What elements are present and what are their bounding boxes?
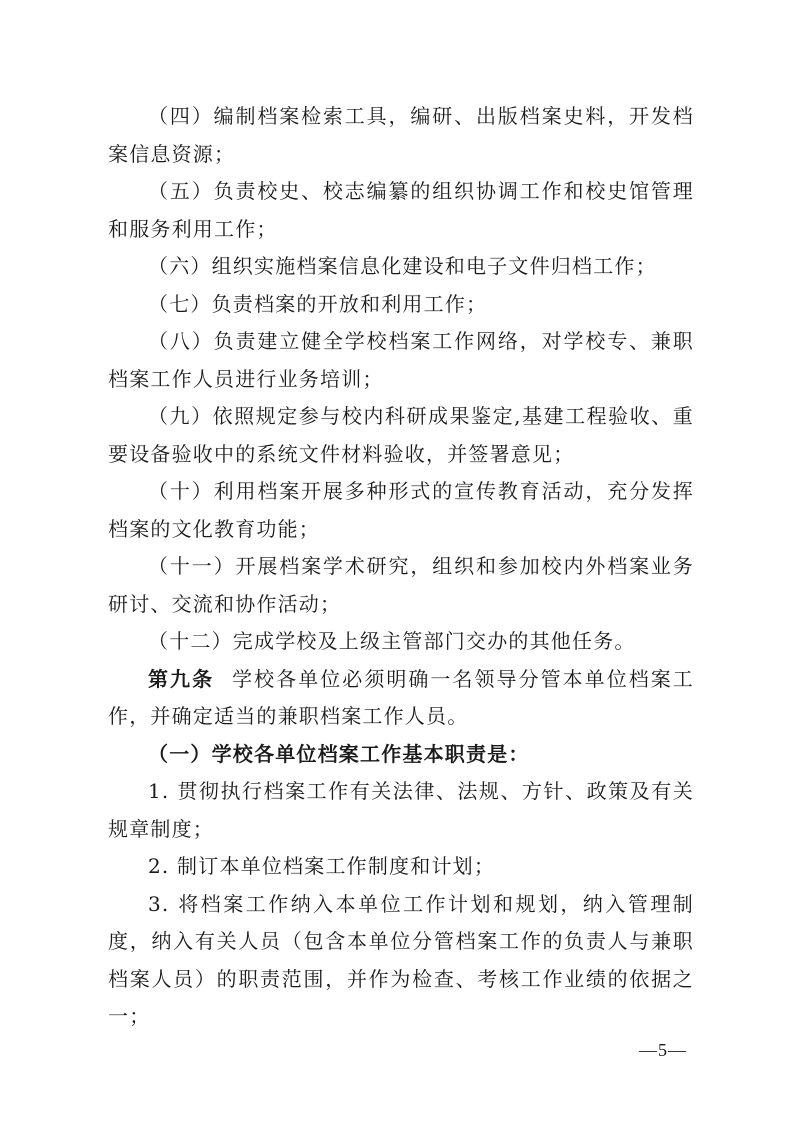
paragraph-item-12: （十二）完成学校及上级主管部门交办的其他任务。 (148, 629, 636, 653)
paragraph-item-10: （十）利用档案开展多种形式的宣传教育活动，充分发挥档案的文化教育功能； (108, 479, 694, 541)
list-item-2: 2. 制订本单位档案工作制度和计划； (148, 854, 496, 878)
paragraph-item-9: （九）依照规定参与校内科研成果鉴定,基建工程验收、重要设备验收中的系统文件材料验收，并签署意见； (108, 404, 694, 466)
paragraph-item-11: （十一）开展档案学术研究，组织和参加校内外档案业务研讨、交流和协作活动； (108, 554, 694, 616)
paragraph-item-4: （四）编制档案检索工具，编研、出版档案史料，开发档案信息资源； (108, 104, 694, 166)
article-nine-text: 学校各单位必须明确一名领导分管本单位档案工作，并确定适当的兼职档案工作人员。 (108, 666, 694, 728)
paragraph-item-8: （八）负责建立健全学校档案工作网络，对学校专、兼职档案工作人员进行业务培训； (108, 329, 694, 391)
section-heading: （一）学校各单位档案工作基本职责是： (148, 741, 530, 766)
list-item-3: 3. 将档案工作纳入本单位工作计划和规划，纳入管理制度，纳入有关人员（包含本单位分管档案工作的负责人与兼职档案人员）的职责范围，并作为检查、考核工作业绩的依据之一； (108, 891, 694, 1028)
page-number: —5— (639, 1040, 687, 1060)
article-nine-label: 第九条 (148, 666, 215, 691)
document-body (108, 98, 694, 1036)
paragraph-item-5: （五）负责校史、校志编纂的组织协调工作和校史馆管理和服务利用工作； (108, 179, 694, 241)
paragraph-item-7: （七）负责档案的开放和利用工作； (148, 291, 488, 316)
list-item-1: 1. 贯彻执行档案工作有关法律、法规、方针、政策及有关规章制度； (108, 779, 694, 841)
paragraph-item-6: （六）组织实施档案信息化建设和电子文件归档工作； (148, 254, 657, 278)
article-nine-paragraph (108, 661, 694, 736)
